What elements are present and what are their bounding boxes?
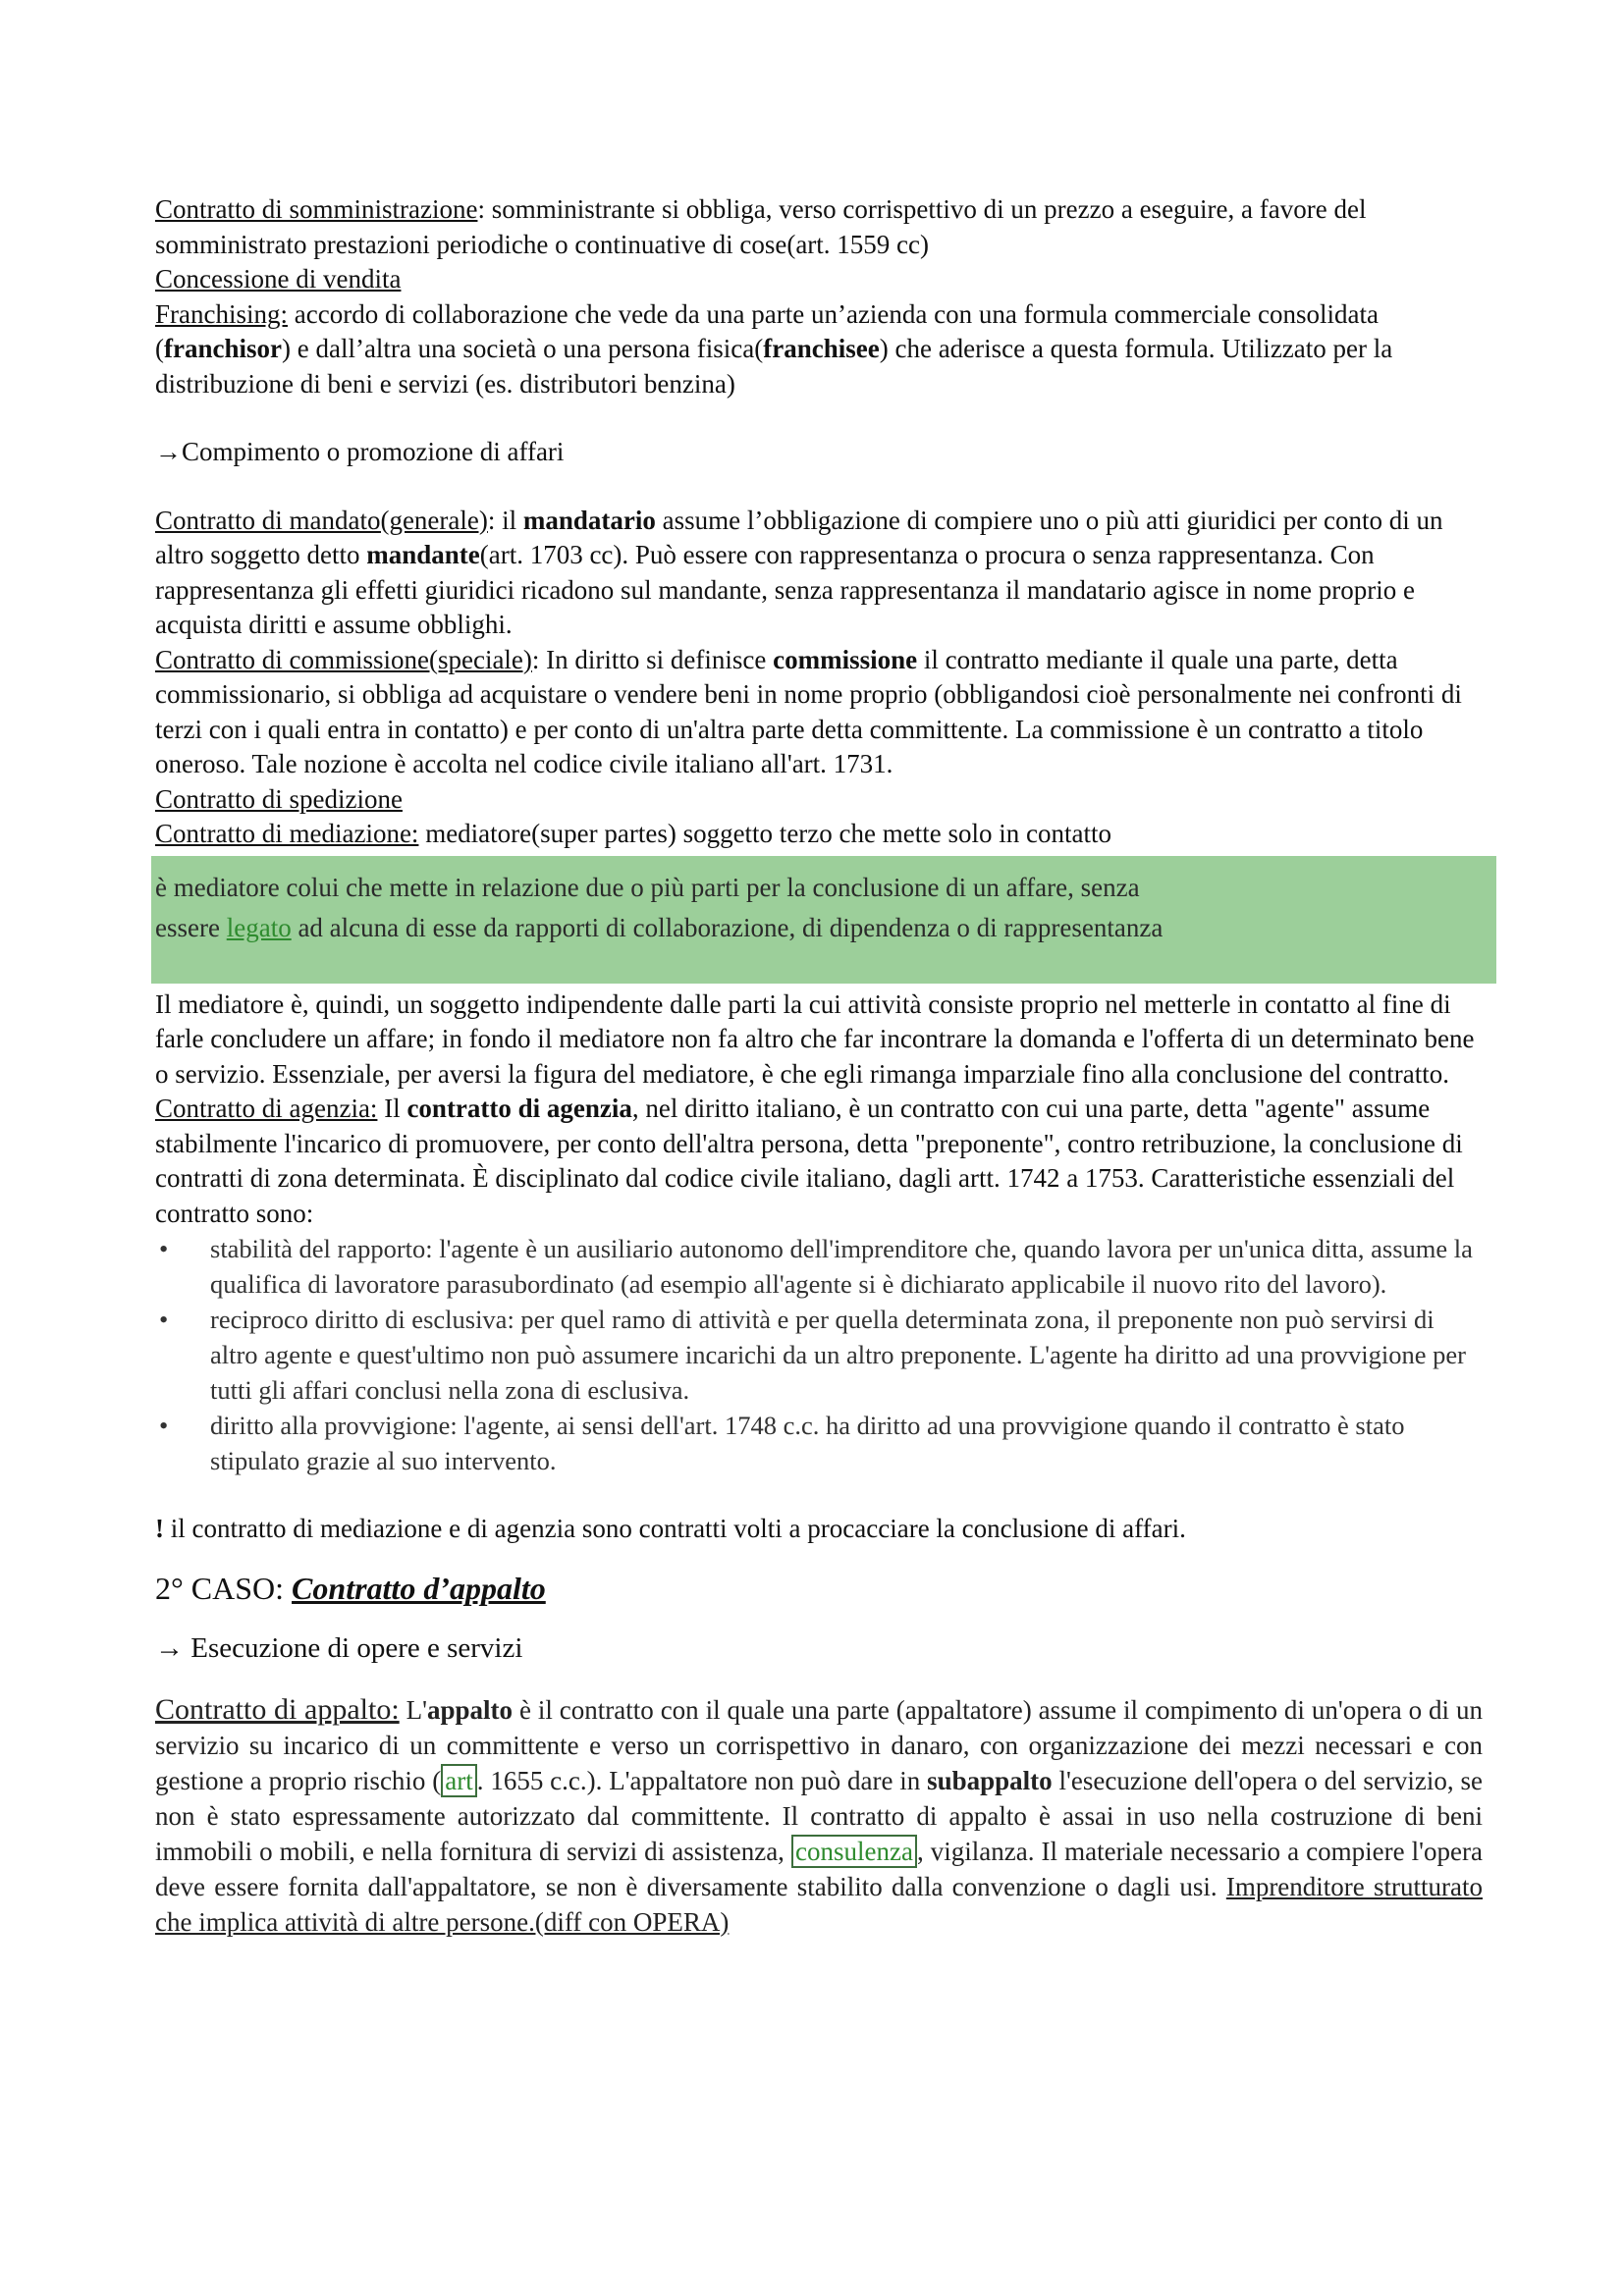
- term-concessione-vendita: Concessione di vendita: [155, 264, 402, 294]
- term-commissione: Contratto di commissione(speciale): [155, 644, 532, 674]
- bullet-icon: •: [159, 1234, 169, 1263]
- term-agenzia: Contratto di agenzia:: [155, 1094, 378, 1123]
- consulenza-link[interactable]: consulenza: [791, 1835, 917, 1868]
- list-item: • stabilità del rapporto: l'agente è un ausiliario autonomo dell'imprenditore che, quando lavora per un'unica ditta, assume la qualifica di lavoratore parasubordinato (ad esempio all'agente si è dichiarato applicabile il nuovo rito del lavoro).: [210, 1231, 1483, 1302]
- paragraph-appalto: Contratto di appalto: L'appalto è il contratto con il quale una parte (appaltatore) assume il compimento di un'opera o di un servizio su incarico di un committente e verso un corrispettivo in danaro, con organizzazione dei mezzi necessari e con gestione a proprio rischio ( art . 1655 c.c.). L'appaltatore non può dare in subappalto l'esecuzione dell'opera o del servizio, se non è stato espressamente autorizzato dal committente. Il contratto di appalto è assai in uso nella costruzione di beni immobili o mobili, e nella fornitura di servizi di assistenza, consulenza , vigilanza. Il materiale necessario a compiere l'opera deve essere fornita dall'appaltatore, se non è diversamente stabilito dalla convenzione o dagli usi. Imprenditore strutturato che implica attività di altre persone.(diff con OPERA): [155, 1692, 1483, 1937]
- bullet-icon: •: [159, 1411, 169, 1440]
- section-heading-opere: → Esecuzione di opere e servizi: [155, 1631, 523, 1664]
- paragraph-mediazione: Contratto di mediazione: mediatore(super partes) soggetto terzo che mette solo in contatto: [155, 819, 1111, 848]
- term-franchising: Franchising:: [155, 298, 288, 329]
- paragraph-agenzia: Contratto di agenzia: Il contratto di agenzia, nel diritto italiano, è un contratto con cui una parte, detta "agente" assume stabilmente l'incarico di promuovere, per conto dell'altra persona, detta "preponente", contro retribuzione, la conclusione di contratti di zona determinata. È disciplinato dal codice civile italiano, dagli artt. 1742 a 1753. Caratteristiche essenziali del contratto sono:: [155, 1094, 1463, 1228]
- highlighted-quote-box: [151, 856, 1496, 984]
- imprenditore-note: Imprenditore strutturato che implica attività di altre persone.(diff con OPERA): [155, 1871, 1483, 1937]
- legato-link[interactable]: legato: [226, 912, 292, 942]
- case-2-title: Contratto d’appalto: [292, 1570, 546, 1606]
- bullet-icon: •: [159, 1305, 169, 1334]
- paragraph-mandato: Contratto di mandato(generale): il mandatario assume l’obbligazione di compiere uno o più atti giuridici per conto di un altro soggetto detto mandante(art. 1703 cc). Può essere con rappresentanza o procura o senza rappresentanza. Con rappresentanza gli effetti giuridici ricadono sul mandante, senza rappresentanza il mandatario agisce in nome proprio e acquista diritti e assume obblighi.: [155, 505, 1443, 639]
- term-somministrazione: Contratto di somministrazione: [155, 194, 478, 224]
- paragraph-franchising: Franchising: accordo di collaborazione che vede da una parte un’azienda con una formula commerciale consolidata (franchisor) e dall’altra una società o una persona fisica(franchisee) che aderisce a questa formula. Utilizzato per la distribuzione di beni e servizi (es. distributori benzina): [155, 298, 1393, 399]
- term-mandato: Contratto di mandato(generale): [155, 505, 488, 535]
- term-mediazione: Contratto di mediazione:: [155, 819, 419, 848]
- document-page: [155, 192, 1483, 1940]
- agenzia-characteristics-list: [155, 1231, 1483, 1478]
- term-appalto: Contratto di appalto:: [155, 1692, 400, 1726]
- paragraph-mediatore: Il mediatore è, quindi, un soggetto indipendente dalle parti la cui attività consiste proprio nel metterle in contatto al fine di farle concludere un affare; in fondo il mediatore non fa altro che far incontrare la domanda e l'offerta di un determinato bene o servizio. Essenziale, per aversi la figura del mediatore, è che egli rimanga imparziale fino alla conclusione del contratto.: [155, 988, 1475, 1089]
- paragraph-somministrazione: Contratto di somministrazione: somministrante si obbliga, verso corrispettivo di un prezzo a eseguire, a favore del somministrato prestazioni periodiche o continuative di cose(art. 1559 cc): [155, 194, 1367, 259]
- list-item: • reciproco diritto di esclusiva: per quel ramo di attività e per quella determinata zona, il preponente non può servirsi di altro agente e quest'ultimo non può assumere incarichi da un altro preponente. L'agente ha diritto ad una provvigione per tutti gli affari conclusi nella zona di esclusiva.: [210, 1302, 1483, 1408]
- section-heading-affari: →Compimento o promozione di affari: [155, 437, 565, 466]
- case-2-heading: 2° CASO: Contratto d’appalto: [155, 1570, 546, 1606]
- note-paragraph: ! il contratto di mediazione e di agenzia sono contratti volti a procacciare la conclusione di affari.: [155, 1514, 1186, 1543]
- paragraph-commissione: Contratto di commissione(speciale): In diritto si definisce commissione il contratto mediante il quale una parte, detta commissionario, si obbliga ad acquistare o vendere beni in nome proprio (obbligandosi cioè personalmente nei confronti di terzi con i quali entra in contatto) e per conto di un'altra parte detta committente. La commissione è un contratto a titolo oneroso. Tale nozione è accolta nel codice civile italiano all'art. 1731.: [155, 644, 1462, 778]
- exclamation-icon: !: [155, 1514, 164, 1543]
- quote-line-1: è mediatore colui che mette in relazione due o più parti per la conclusione di un affare, senza: [155, 872, 1140, 902]
- list-item: • diritto alla provvigione: l'agente, ai sensi dell'art. 1748 c.c. ha diritto ad una provvigione quando il contratto è stato stipulato grazie al suo intervento.: [210, 1408, 1483, 1478]
- art-link[interactable]: art: [441, 1764, 476, 1797]
- term-spedizione: Contratto di spedizione: [155, 783, 403, 814]
- quote-line-2: essere legato ad alcuna di esse da rapporti di collaborazione, di dipendenza o di rappresentanza: [155, 912, 1164, 942]
